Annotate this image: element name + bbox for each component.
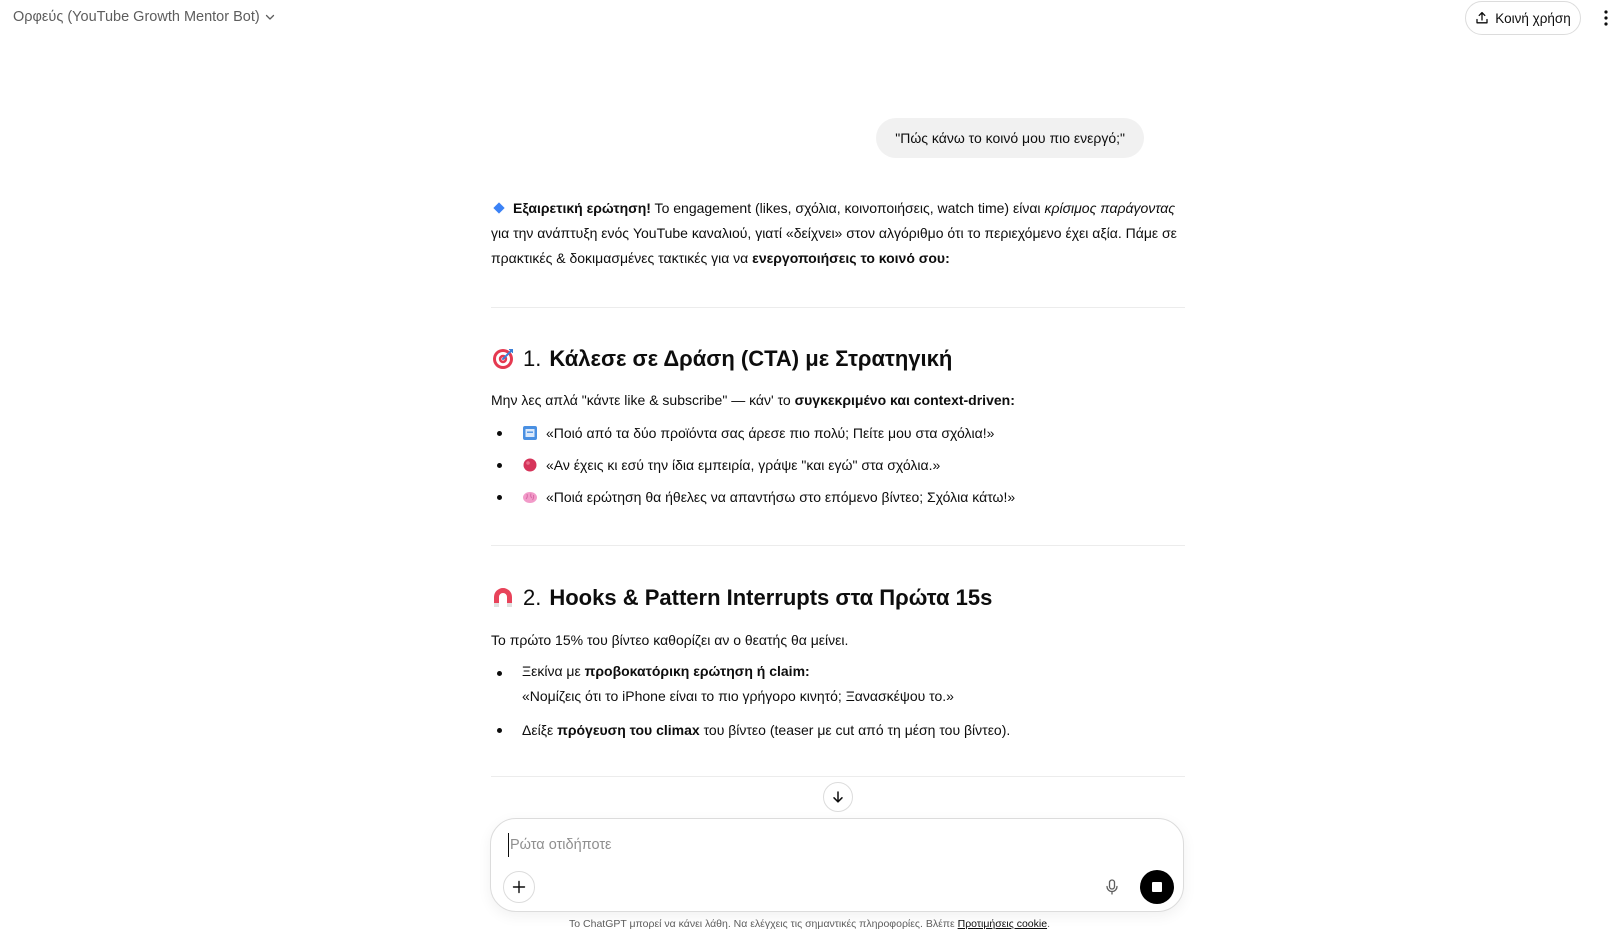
divider xyxy=(491,776,1185,777)
section-1-heading xyxy=(491,346,952,372)
add-attachment-button[interactable] xyxy=(503,871,535,903)
intro-text-1: Το engagement (likes, σχόλια, κοινοποιήσεις, watch time) είναι xyxy=(650,200,1045,216)
section-1-lead-bold: συγκεκριμένο και context-driven xyxy=(794,392,1011,408)
list-item xyxy=(497,722,1010,738)
list-item xyxy=(497,665,954,709)
brain-icon xyxy=(522,489,538,505)
section-2-bullet-1-text: Ξεκίνα με xyxy=(522,663,585,679)
list-item xyxy=(497,425,994,441)
section-1-lead xyxy=(491,392,1015,408)
intro-bold-2: ενεργοποιήσεις το κοινό σου xyxy=(752,250,946,266)
section-1-title: Κάλεσε σε Δράση (CTA) με Στρατηγική xyxy=(549,346,953,371)
share-button[interactable] xyxy=(1465,1,1581,35)
magnet-icon xyxy=(491,586,515,610)
divider xyxy=(491,307,1185,308)
bullet-dot xyxy=(497,431,502,436)
bullet-dot xyxy=(497,463,502,468)
section-2-title: Hooks & Pattern Interrupts στα Πρώτα 15s xyxy=(549,585,993,610)
microphone-icon xyxy=(1105,879,1119,895)
section-2-bullet-2-end: του βίντεο (teaser με cut από τη μέση του βίντεο). xyxy=(699,722,1011,738)
stop-generating-button[interactable] xyxy=(1140,870,1174,904)
list-item xyxy=(497,457,940,473)
assistant-answer-intro xyxy=(491,196,1185,271)
section-1-bullet-3: «Ποιά ερώτηση θα ήθελες να απαντήσω στο επόμενο βίντεο; Σχόλια κάτω!» xyxy=(546,489,1016,505)
prompt-input[interactable] xyxy=(508,833,1108,857)
intro-paragraph xyxy=(491,196,1185,271)
scroll-to-bottom-button[interactable] xyxy=(823,782,853,812)
plus-icon xyxy=(512,880,526,894)
section-2-bullet-1-bold: προβοκατόρικη ερώτηση ή claim xyxy=(584,663,806,679)
red-circle-icon xyxy=(522,457,538,473)
intro-end: : xyxy=(945,250,950,266)
disclaimer-text: Το ChatGPT μπορεί να κάνει λάθη. Να ελέγχεις τις σημαντικές πληροφορίες. Βλέπε xyxy=(569,918,958,930)
bullet-dot xyxy=(497,728,502,733)
section-2-heading xyxy=(491,585,992,611)
section-1-bullet-2: «Αν έχεις κι εσύ την ίδια εμπειρία, γράψε "και εγώ" στα σχόλια.» xyxy=(546,457,941,473)
ballot-box-icon xyxy=(522,425,538,441)
share-icon xyxy=(1475,11,1489,25)
bullet-dot xyxy=(497,671,502,676)
section-1-number: 1. xyxy=(523,346,542,371)
stop-icon xyxy=(1152,882,1162,892)
cookie-preferences-link[interactable]: Προτιμήσεις cookie xyxy=(957,918,1048,930)
bullet-dot xyxy=(497,495,502,500)
section-1-lead-text: Μην λες απλά "κάντε like & subscribe" — κάν' το xyxy=(491,392,795,408)
section-2-bullet-1-quote: «Νομίζεις ότι το iPhone είναι το πιο γρήγορο κινητό; Ξανασκέψου το.» xyxy=(522,688,954,704)
intro-italic: κρίσιμος παράγοντας xyxy=(1044,200,1176,216)
top-bar xyxy=(0,0,1619,36)
section-2-lead: Το πρώτο 15% του βίντεο καθορίζει αν ο θεατής θα μείνει. xyxy=(491,632,849,648)
direct-hit-icon xyxy=(491,347,515,371)
section-2-bullet-2-bold: πρόγευση του climax xyxy=(557,722,700,738)
section-1-bullet-1: «Ποιό από τα δύο προϊόντα σας άρεσε πιο πολύ; Πείτε μου στα σχόλια!» xyxy=(546,425,995,441)
chevron-down-icon xyxy=(264,11,276,23)
share-label: Κοινή χρήση xyxy=(1495,10,1571,26)
more-vertical-icon xyxy=(1604,10,1608,26)
intro-text-2: για την ανάπτυξη ενός YouTube καναλιού, γιατί «δείχνει» στον αλγόριθμο ότι το περιεχόμενο έχει αξία. Πάμε σε πρακτικές & δοκιμασμένες τακτικές για να xyxy=(491,225,1177,266)
section-1-lead-end: : xyxy=(1010,392,1015,408)
model-selector[interactable] xyxy=(13,9,276,25)
dictate-button[interactable] xyxy=(1098,873,1126,901)
intro-bold: Εξαιρετική ερώτηση! xyxy=(513,200,651,216)
section-2-number: 2. xyxy=(523,585,542,610)
user-message-bubble xyxy=(876,118,1144,158)
disclaimer-footer xyxy=(0,918,1619,930)
model-title: Ορφεύς (YouTube Growth Mentor Bot) xyxy=(13,9,260,25)
user-message-text: "Πώς κάνω το κοινό μου πιο ενεργό;" xyxy=(895,130,1125,146)
message-composer xyxy=(490,818,1184,912)
disclaimer-end: . xyxy=(1047,918,1050,930)
blue-diamond-icon xyxy=(493,202,504,213)
more-options-button[interactable] xyxy=(1596,6,1616,30)
section-2-bullet-1-end: : xyxy=(805,663,810,679)
section-2-bullet-2-text: Δείξε xyxy=(522,722,558,738)
list-item xyxy=(497,489,1015,505)
divider xyxy=(491,545,1185,546)
arrow-down-icon xyxy=(831,790,845,804)
